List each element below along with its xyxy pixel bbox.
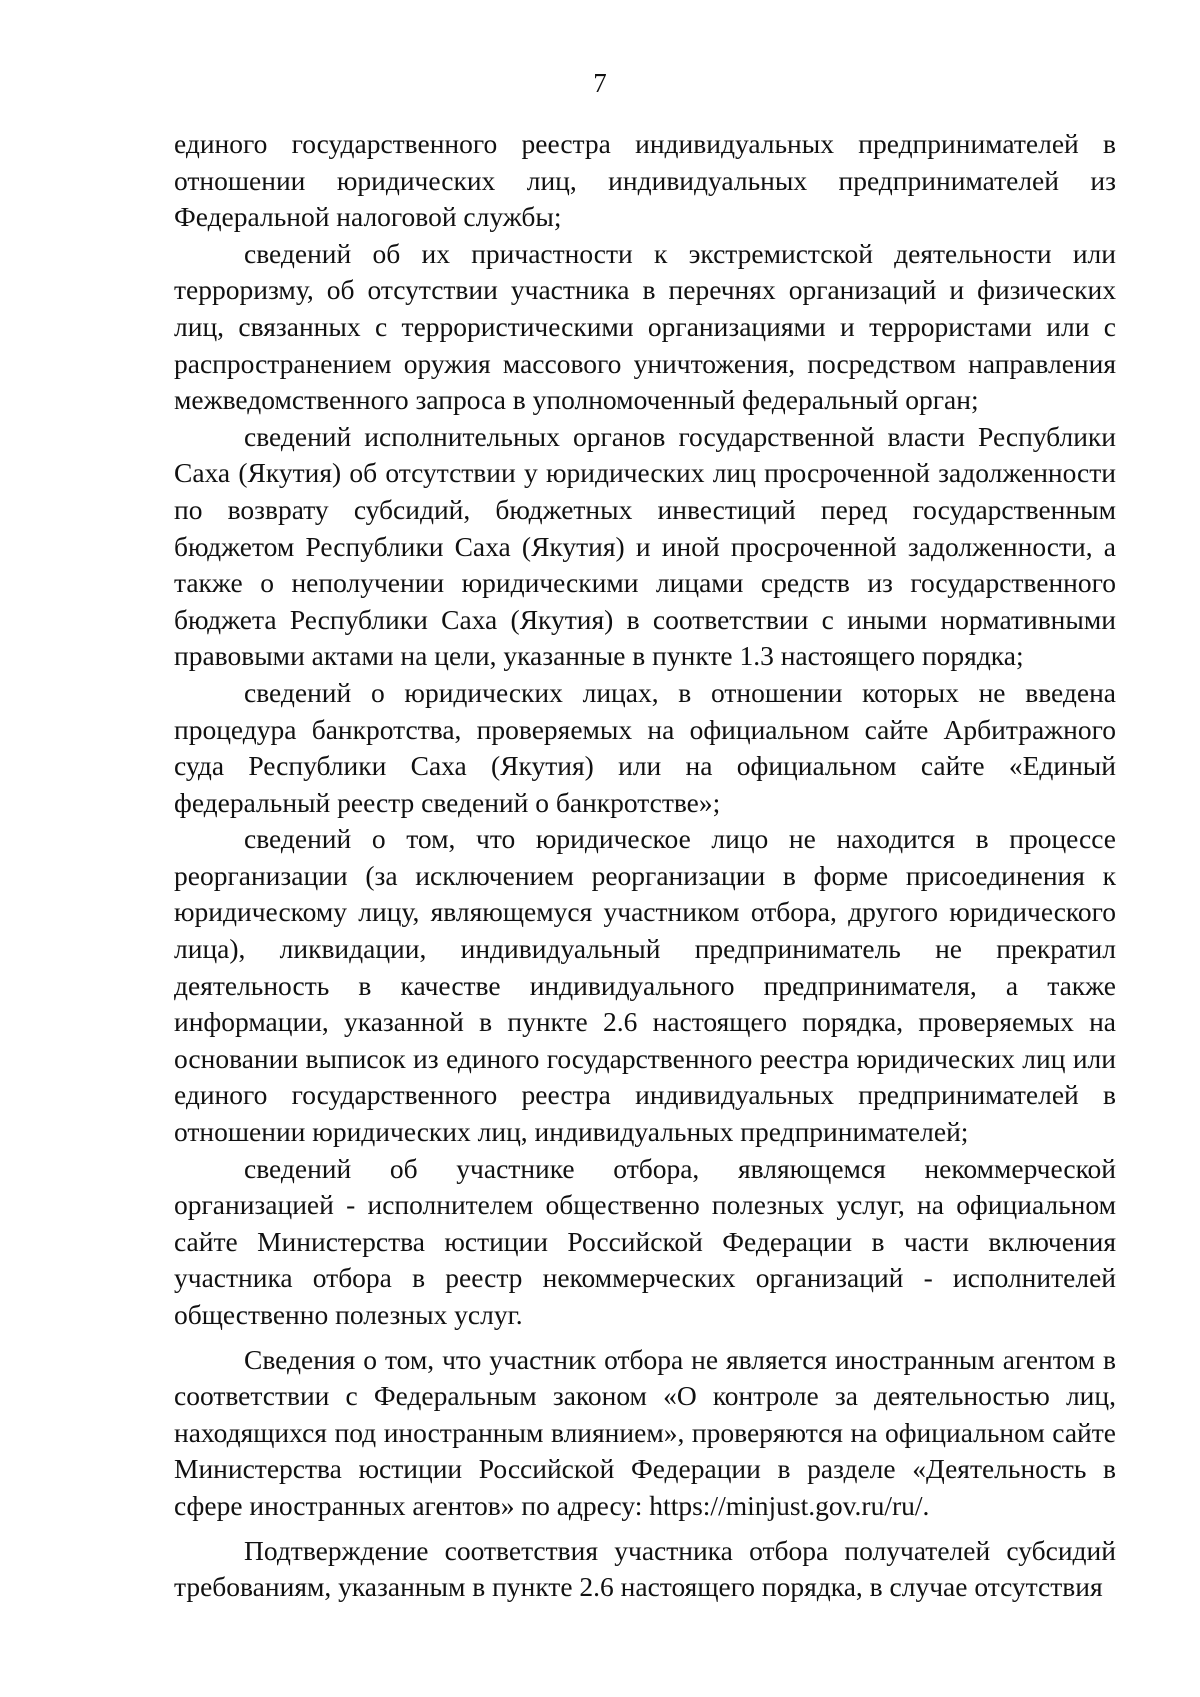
paragraph-egrip-continuation: единого государственного реестра индивидуальных предпринимателей в отношении юридических лиц, индивидуальных предпринимателей из Федеральной налоговой службы; xyxy=(174,128,1116,233)
document-body xyxy=(174,126,1116,1606)
paragraph-nonprofit-info: сведений об участнике отбора, являющемся некоммерческой организацией - исполнителем общественно полезных услуг, на официальном сайте Министерства юстиции Российской Федерации в части включения участника отбора в реестр некоммерческих организаций - исполнителей общественно полезных услуг. xyxy=(174,1152,1116,1330)
paragraph-foreign-agent-info: Сведения о том, что участник отбора не является иностранным агентом в соответствии с Федеральным законом «О контроле за деятельностью лиц, находящихся под иностранным влиянием», проверяются на официальном сайте Министерства юстиции Российской Федерации в разделе «Деятельность в сфере иностранных агентов» по адресу: https://minjust.gov.ru/ru/. xyxy=(174,1343,1116,1521)
paragraph-bankruptcy-info: сведений о юридических лицах, в отношении которых не введена процедура банкротства, проверяемых на официальном сайте Арбитражного суда Республики Саха (Якутия) или на официальном сайте «Единый федеральный реестр сведений о банкротстве»; xyxy=(174,676,1116,818)
page-number: 7 xyxy=(593,68,607,98)
paragraph-compliance-confirmation: Подтверждение соответствия участника отбора получателей субсидий требованиям, указанным в пункте 2.6 настоящего порядка, в случае отсутствия xyxy=(174,1534,1116,1603)
paragraph-overdue-debt-info: сведений исполнительных органов государственной власти Республики Саха (Якутия) об отсутствии у юридических лиц просроченной задолженности по возврату субсидий, бюджетных инвестиций перед государственным бюджетом Республики Саха (Якутия) и иной просроченной задолженности, а также о неполучении юридическими лицами средств из государственного бюджета Республики Саха (Якутия) в соответствии с иными нормативными правовыми актами на цели, указанные в пункте 1.3 настоящего порядка; xyxy=(174,420,1116,672)
paragraph-extremism-info: сведений об их причастности к экстремистской деятельности или терроризму, об отсутствии участника в перечнях организаций и физических лиц, связанных с террористическими организациями и террористами или с распространением оружия массового уничтожения, посредством направления межведомственного запроса в уполномоченный федеральный орган; xyxy=(174,237,1116,416)
paragraph-reorganization-info: сведений о том, что юридическое лицо не находится в процессе реорганизации (за исключением реорганизации в форме присоединения к юридическому лицу, являющемуся участником отбора, другого юридического лица), ликвидации, индивидуальный предприниматель не прекратил деятельность в качестве индивидуального предпринимателя, а также информации, указанной в пункте 2.6 настоящего порядка, проверяемых на основании выписок из единого государственного реестра юридических лиц или единого государственного реестра индивидуальных предпринимателей в отношении юридических лиц, индивидуальных предпринимателей; xyxy=(174,823,1116,1148)
